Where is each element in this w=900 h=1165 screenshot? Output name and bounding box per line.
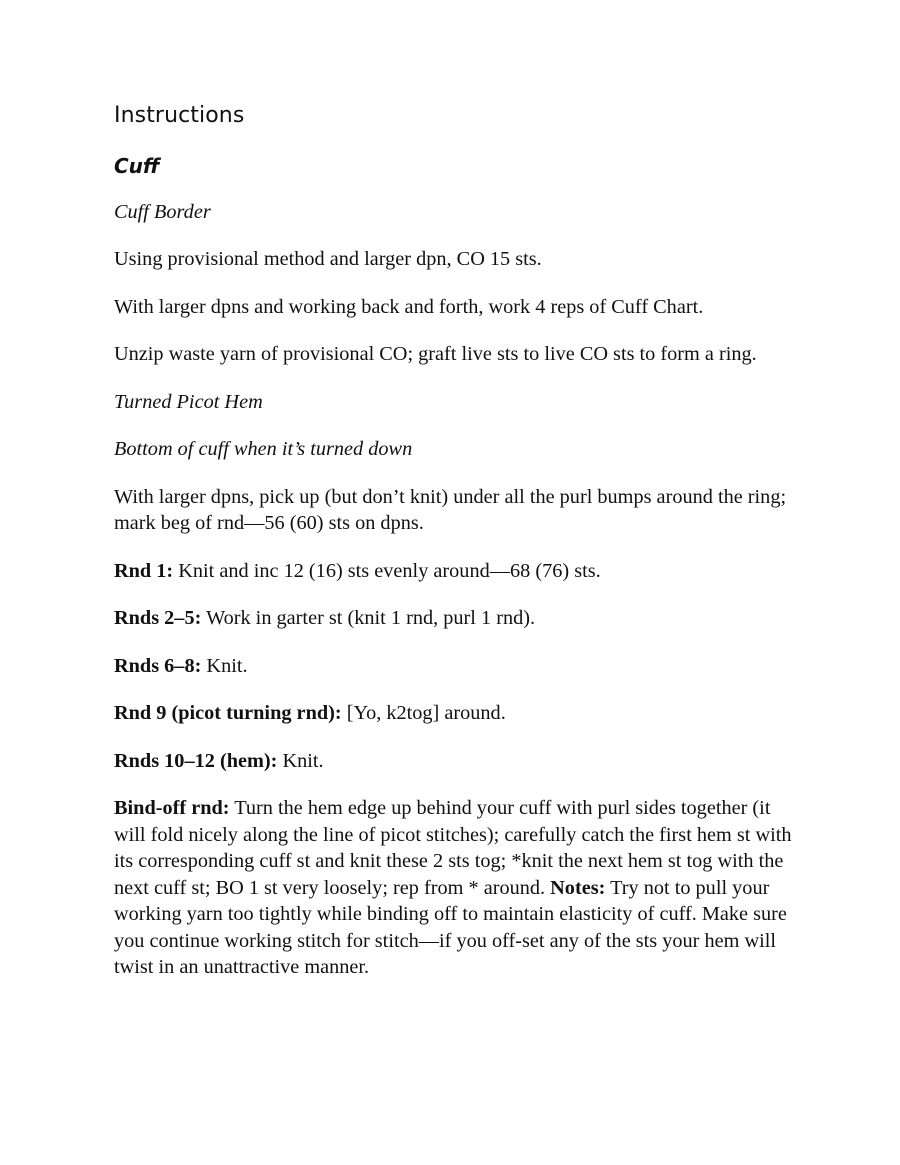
bind-off-label: Bind-off rnd: <box>114 797 230 819</box>
bind-off-text: Turn the hem edge up behind your cuff with purl sides together (it will fold nicely along the line of picot stitches); carefully catch the first hem st with its corresponding cuff st and knit these 2 sts tog; *knit the next hem st tog with the next cuff st; BO 1 st very loosely; rep from * around. <box>114 797 792 899</box>
round-label: Rnds 6–8: <box>114 654 202 677</box>
round-instruction <box>114 700 794 727</box>
bind-off-instruction <box>114 795 794 981</box>
round-text: Knit. <box>277 749 324 772</box>
paragraph-cast-on: Using provisional method and larger dpn, CO 15 sts. <box>114 248 542 270</box>
document-content <box>114 102 794 1002</box>
page-title: Instructions <box>114 103 245 128</box>
subheading-cuff-border: Cuff Border <box>114 200 211 223</box>
round-instruction <box>114 558 794 585</box>
notes-text: Try not to pull your working yarn too tightly while binding off to maintain elasticity of cuff. Make sure you continue working stitch for stitch—if you off-set any of the sts your hem will twist in an unattractive manner. <box>114 876 787 978</box>
paragraph-cuff-chart: With larger dpns and working back and forth, work 4 reps of Cuff Chart. <box>114 295 704 318</box>
round-label: Rnd 1: <box>114 559 174 582</box>
round-label: Rnd 9 (picot turning rnd): <box>114 702 342 724</box>
notes-label: Notes: <box>550 876 606 899</box>
subheading-picot-note: Bottom of cuff when it’s turned down <box>114 438 413 460</box>
round-instruction <box>114 748 794 775</box>
round-label: Rnds 2–5: <box>114 607 202 629</box>
subheading-picot-hem: Turned Picot Hem <box>114 390 263 413</box>
paragraph-graft: Unzip waste yarn of provisional CO; graft live sts to live CO sts to form a ring. <box>114 343 757 365</box>
round-instruction <box>114 605 794 632</box>
round-text: Work in garter st (knit 1 rnd, purl 1 rnd). <box>201 607 536 629</box>
section-heading-cuff: Cuff <box>114 153 160 178</box>
round-text: [Yo, k2tog] around. <box>341 702 506 724</box>
round-text: Knit. <box>201 654 248 677</box>
round-text: Knit and inc 12 (16) sts evenly around—68 (76) sts. <box>173 559 601 582</box>
paragraph-pick-up: With larger dpns, pick up (but don’t knit) under all the purl bumps around the ring; mark beg of rnd—56 (60) sts on dpns. <box>114 485 787 534</box>
round-label: Rnds 10–12 (hem): <box>114 749 278 772</box>
round-instruction <box>114 653 794 680</box>
